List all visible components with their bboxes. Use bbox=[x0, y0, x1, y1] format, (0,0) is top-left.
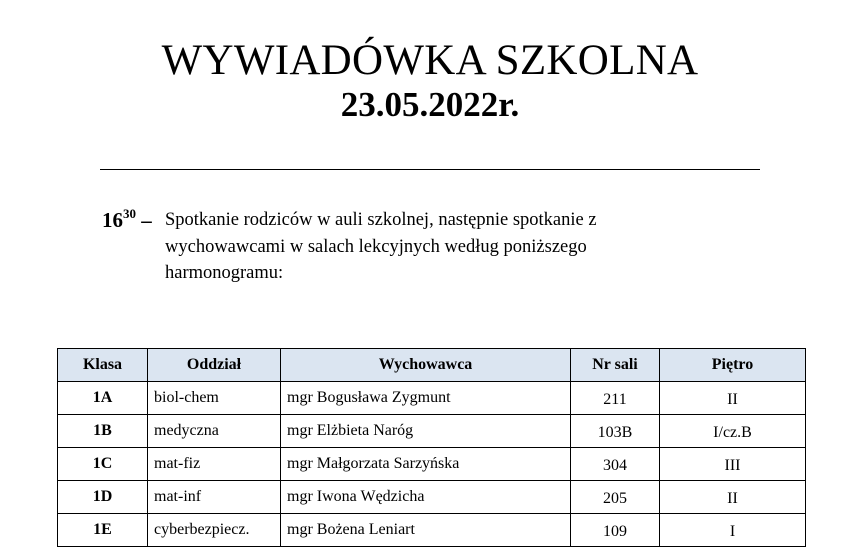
document-date: 23.05.2022r. bbox=[340, 85, 520, 124]
description-line: wychowawcami w salach lekcyjnych według poniższego bbox=[165, 236, 587, 257]
cell-wychowawca: mgr Iwona Wędzicha bbox=[281, 481, 571, 514]
header-oddzial: Oddział bbox=[148, 349, 281, 382]
cell-oddzial: cyberbezpiecz. bbox=[148, 514, 281, 547]
table-row bbox=[58, 382, 806, 415]
header-pietro: Piętro bbox=[660, 349, 806, 382]
cell-pietro: II bbox=[660, 382, 806, 415]
cell-klasa: 1E bbox=[58, 514, 148, 547]
cell-klasa: 1B bbox=[58, 415, 148, 448]
header-wychowawca: Wychowawca bbox=[281, 349, 571, 382]
cell-oddzial: mat-fiz bbox=[148, 448, 281, 481]
cell-klasa: 1A bbox=[58, 382, 148, 415]
cell-nr-sali: 103B bbox=[571, 415, 660, 448]
cell-oddzial: medyczna bbox=[148, 415, 281, 448]
meeting-description bbox=[165, 207, 705, 287]
cell-oddzial: mat-inf bbox=[148, 481, 281, 514]
cell-nr-sali: 205 bbox=[571, 481, 660, 514]
horizontal-divider bbox=[100, 169, 760, 170]
document-title: WYWIADÓWKA SZKOLNA bbox=[161, 37, 699, 84]
cell-klasa: 1D bbox=[58, 481, 148, 514]
cell-pietro: III bbox=[660, 448, 806, 481]
cell-nr-sali: 304 bbox=[571, 448, 660, 481]
cell-pietro: II bbox=[660, 481, 806, 514]
cell-wychowawca: mgr Małgorzata Sarzyńska bbox=[281, 448, 571, 481]
cell-wychowawca: mgr Bogusława Zygmunt bbox=[281, 382, 571, 415]
time-hour: 16 bbox=[102, 208, 123, 232]
table-header-row bbox=[58, 349, 806, 382]
time-minutes: 30 bbox=[123, 206, 136, 221]
cell-pietro: I/cz.B bbox=[660, 415, 806, 448]
meeting-time bbox=[102, 207, 152, 233]
cell-pietro: I bbox=[660, 514, 806, 547]
time-dash: – bbox=[141, 208, 152, 232]
cell-wychowawca: mgr Bożena Leniart bbox=[281, 514, 571, 547]
cell-nr-sali: 211 bbox=[571, 382, 660, 415]
schedule-table bbox=[57, 348, 806, 547]
header-nr-sali: Nr sali bbox=[571, 349, 660, 382]
table-row bbox=[58, 481, 806, 514]
table-row bbox=[58, 448, 806, 481]
header-klasa: Klasa bbox=[58, 349, 148, 382]
cell-klasa: 1C bbox=[58, 448, 148, 481]
table-row bbox=[58, 514, 806, 547]
cell-nr-sali: 109 bbox=[571, 514, 660, 547]
description-line: Spotkanie rodziców w auli szkolnej, następnie spotkanie z bbox=[165, 210, 597, 230]
description-line: harmonogramu: bbox=[165, 263, 284, 283]
cell-wychowawca: mgr Elżbieta Naróg bbox=[281, 415, 571, 448]
cell-oddzial: biol-chem bbox=[148, 382, 281, 415]
table-row bbox=[58, 415, 806, 448]
